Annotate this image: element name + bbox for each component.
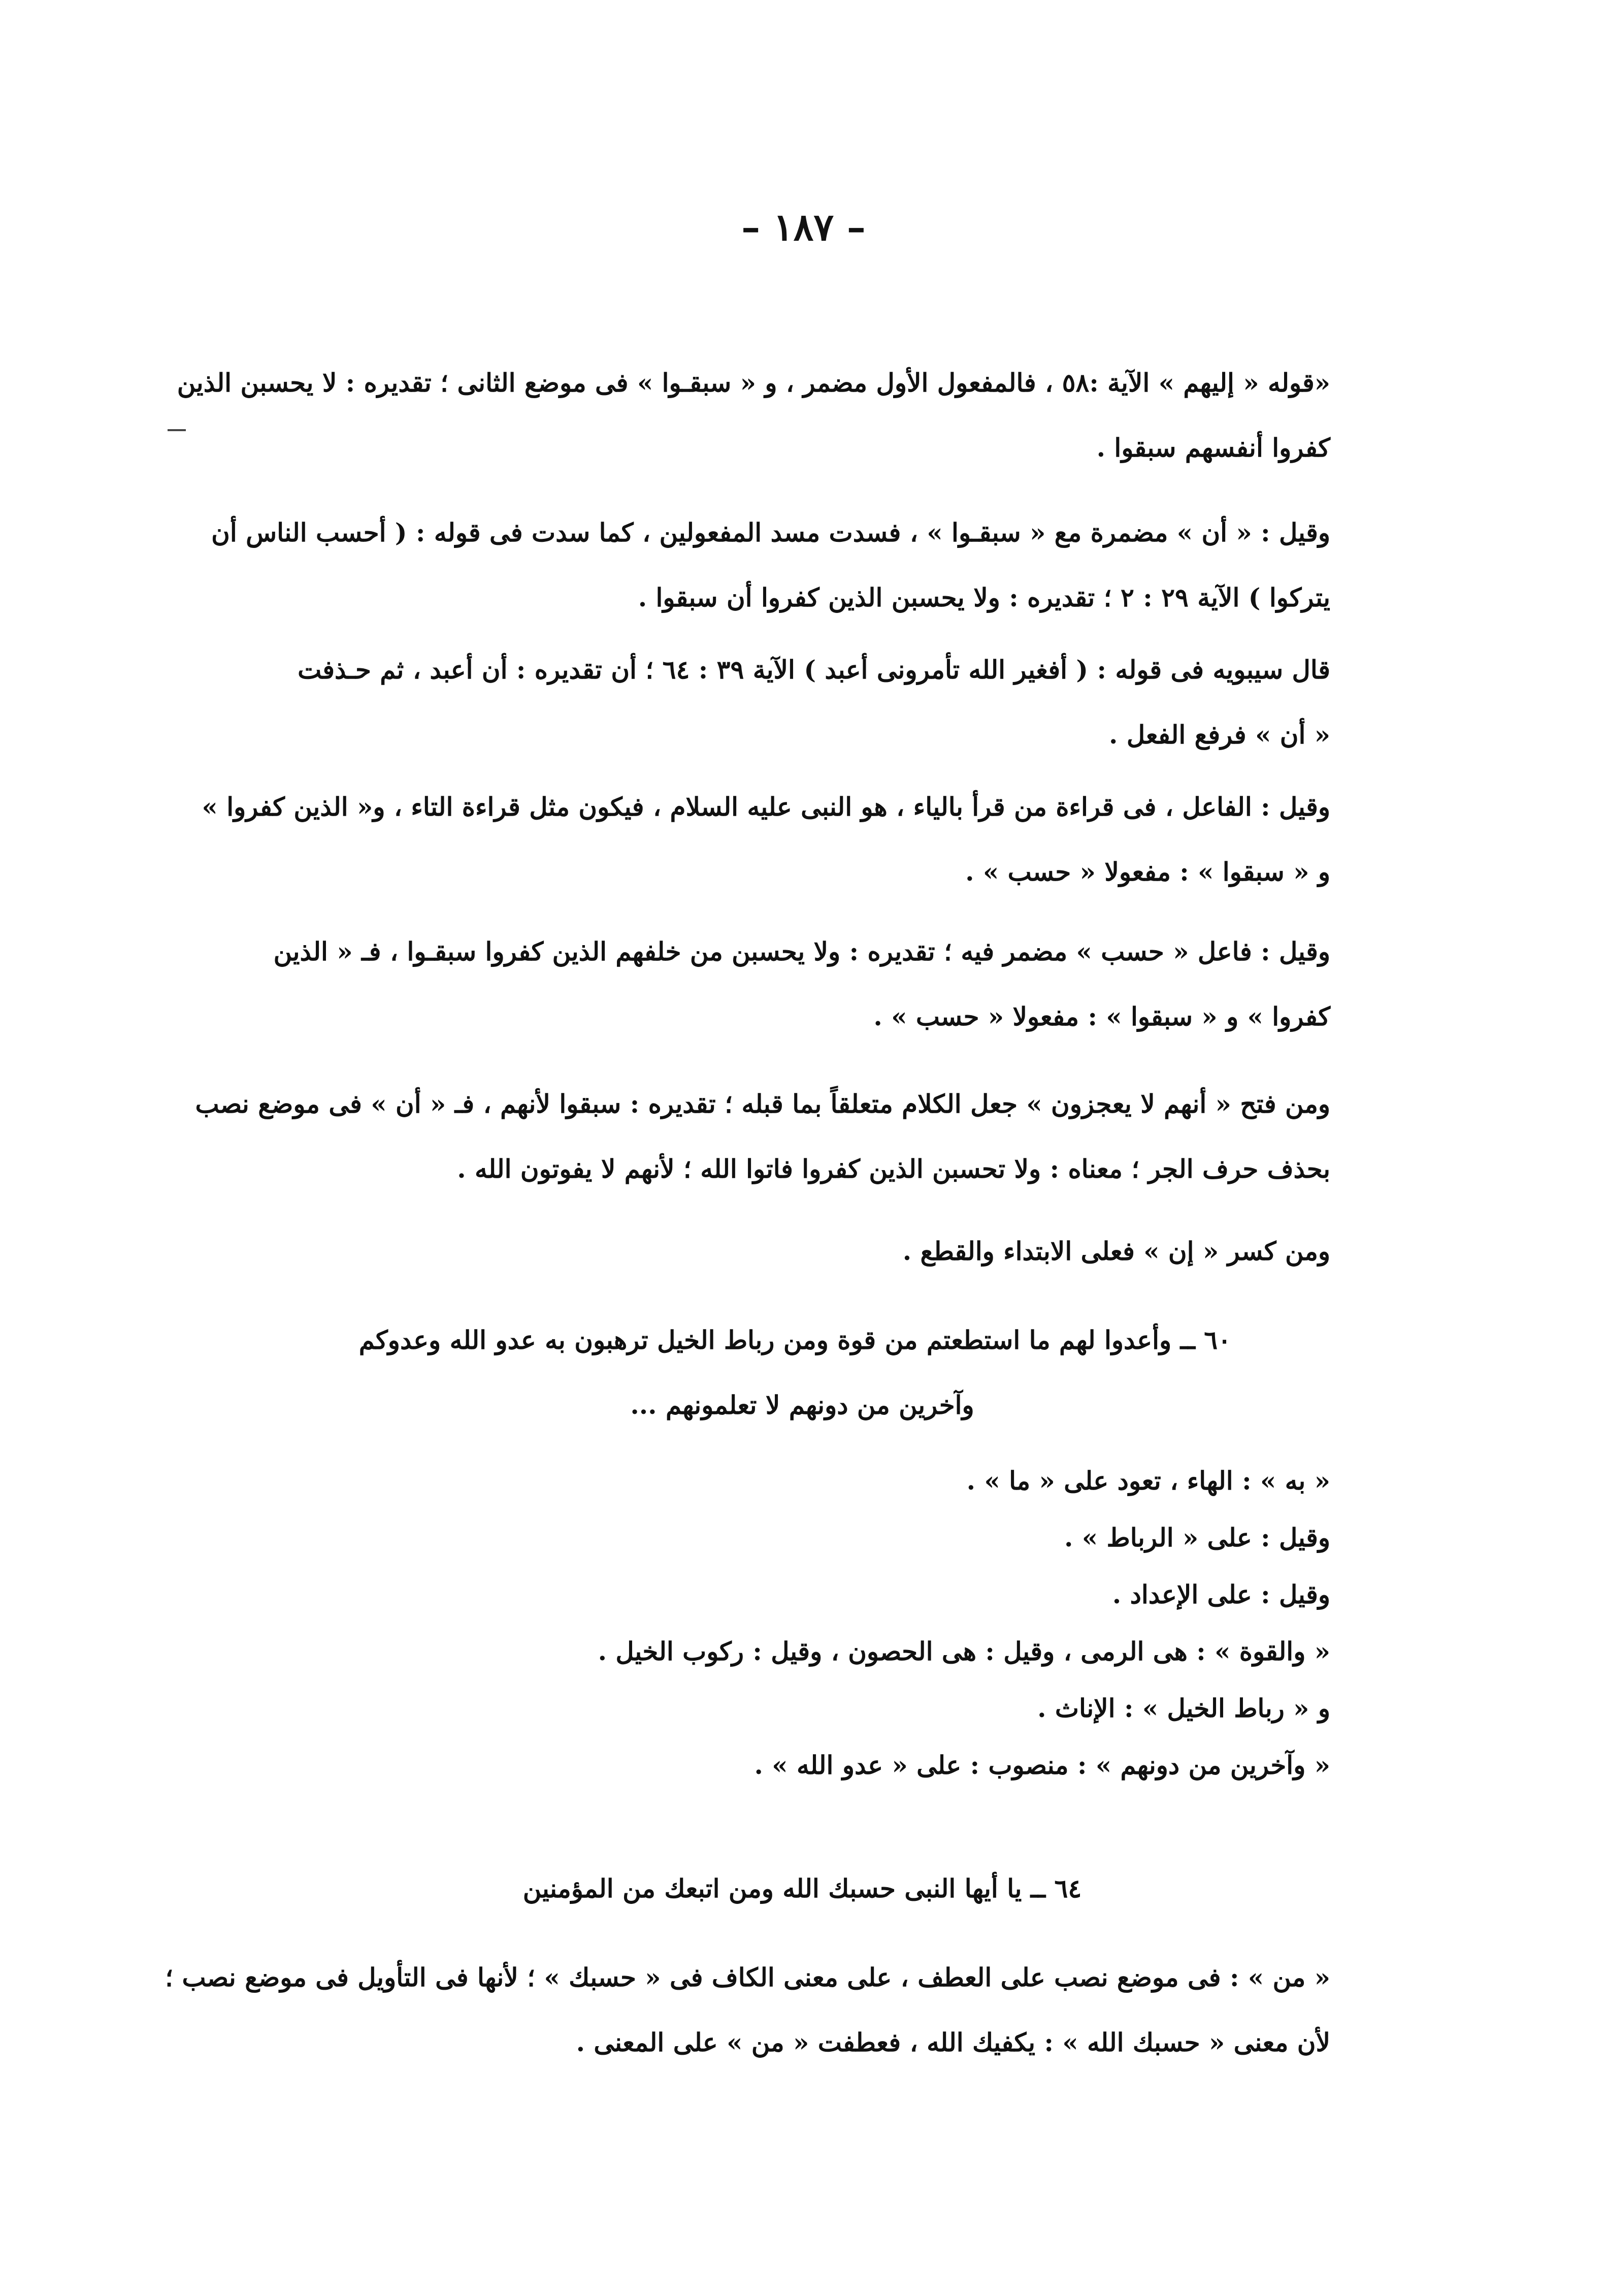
paragraph-4-line-1: وقيل : الفاعل ، فى قراءة من قرأ بالياء ، هو النبى عليه السلام ، فيكون مثل قراءة التاء ، و« الذين كفروا » [202,792,1330,822]
margin-mark [168,429,186,431]
note-60-5: و « رباط الخيل » : الإناث . [1037,1693,1330,1723]
paragraph-3-line-2: « أن » فرفع الفعل . [1109,720,1330,750]
paragraph-6 [195,1072,1330,1202]
paragraph-64-line-1: « من » : فى موضع نصب على العطف ، على معنى الكاف فى « حسبك » ؛ لأنها فى التأويل فى موضع نصب ؛ [165,1962,1330,1992]
paragraph-2-line-2: يتركوا ) الآية ٢٩ : ٢ ؛ تقديره : ولا يحسبن الذين كفروا أن سبقوا . [638,583,1330,612]
paragraph-3 [272,637,1330,767]
verse-60-line-1: ٦٠ ــ وأعدوا لهم ما استطعتم من قوة ومن رباط الخيل ترهبون به عدو الله وعدوكم [358,1325,1231,1355]
verse-64 [475,1856,1130,1921]
paragraph-6-line-2: بحذف حرف الجر ؛ معناه : ولا تحسبن الذين كفروا فاتوا الله ؛ لأنهم لا يفوتون الله . [457,1154,1330,1184]
paragraph-4-line-2: و « سبقوا » : مفعولا « حسب » . [965,857,1330,887]
paragraph-5-line-2: كفروا » و « سبقوا » : مفعولا « حسب » . [873,1001,1330,1031]
note-60-1: « به » : الهاء ، تعود على « ما » . [966,1466,1330,1496]
verse-60 [358,1308,1231,1438]
paragraph-1-line-2: كفروا أنفسهم سبقوا . [1096,433,1330,463]
paragraph-2-line-1: وقيل : « أن » مضمرة مع « سبقـوا » ، فسدت مسد المفعولين ، كما سدت فى قوله : ( أحسب الناس أن [211,518,1330,547]
note-60-3: وقيل : على الإعداد . [1112,1579,1330,1609]
paragraph-2 [211,500,1330,630]
verse-60-notes [559,1452,1330,1794]
note-60-6: « وآخرين من دونهم » : منصوب : على « عدو الله » . [754,1750,1330,1780]
page-number: – ١٨٧ – [741,206,866,249]
paragraph-5 [272,919,1330,1049]
verse-60-line-2: وآخرين من دونهم لا تعلمونهم ... [630,1390,974,1420]
paragraph-64-line-2: لأن معنى « حسبك الله » : يكفيك الله ، فعطفت « من » على المعنى . [576,2027,1330,2057]
paragraph-3-line-1: قال سيبويه فى قوله : ( أفغير الله تأمرونى أعبد ) الآية ٣٩ : ٦٤ ؛ أن تقديره : أن أعبد ، ثم حـذفت [298,655,1330,685]
paragraph-5-line-1: وقيل : فاعل « حسب » مضمر فيه ؛ تقديره : ولا يحسبن من خلفهم الذين كفروا سبقـوا ، فـ « الذين [273,936,1330,966]
paragraph-64 [165,1945,1330,2075]
paragraph-1 [177,350,1330,480]
paragraph-1-line-1: «قوله « إليهم » الآية :٥٨ ، فالمفعول الأول مضمر ، و « سبقـوا » فى موضع الثانى ؛ تقديره : لا يحسبن الذين [177,368,1330,398]
paragraph-4 [202,774,1330,904]
paragraph-7-line-1: ومن كسر « إن » فعلى الابتداء والقطع . [902,1236,1330,1266]
note-60-2: وقيل : على « الرباط » . [1064,1523,1330,1553]
paragraph-7 [272,1219,1330,1284]
verse-64-line: ٦٤ ــ يا أيها النبى حسبك الله ومن اتبعك من المؤمنين [522,1873,1082,1903]
note-60-4: « والقوة » : هى الرمى ، وقيل : هى الحصون ، وقيل : ركوب الخيل . [598,1636,1330,1666]
paragraph-6-line-1: ومن فتح « أنهم لا يعجزون » جعل الكلام متعلقاً بما قبله ؛ تقديره : سبقوا لأنهم ، فـ « أن » فى موضع نصب [195,1089,1330,1119]
